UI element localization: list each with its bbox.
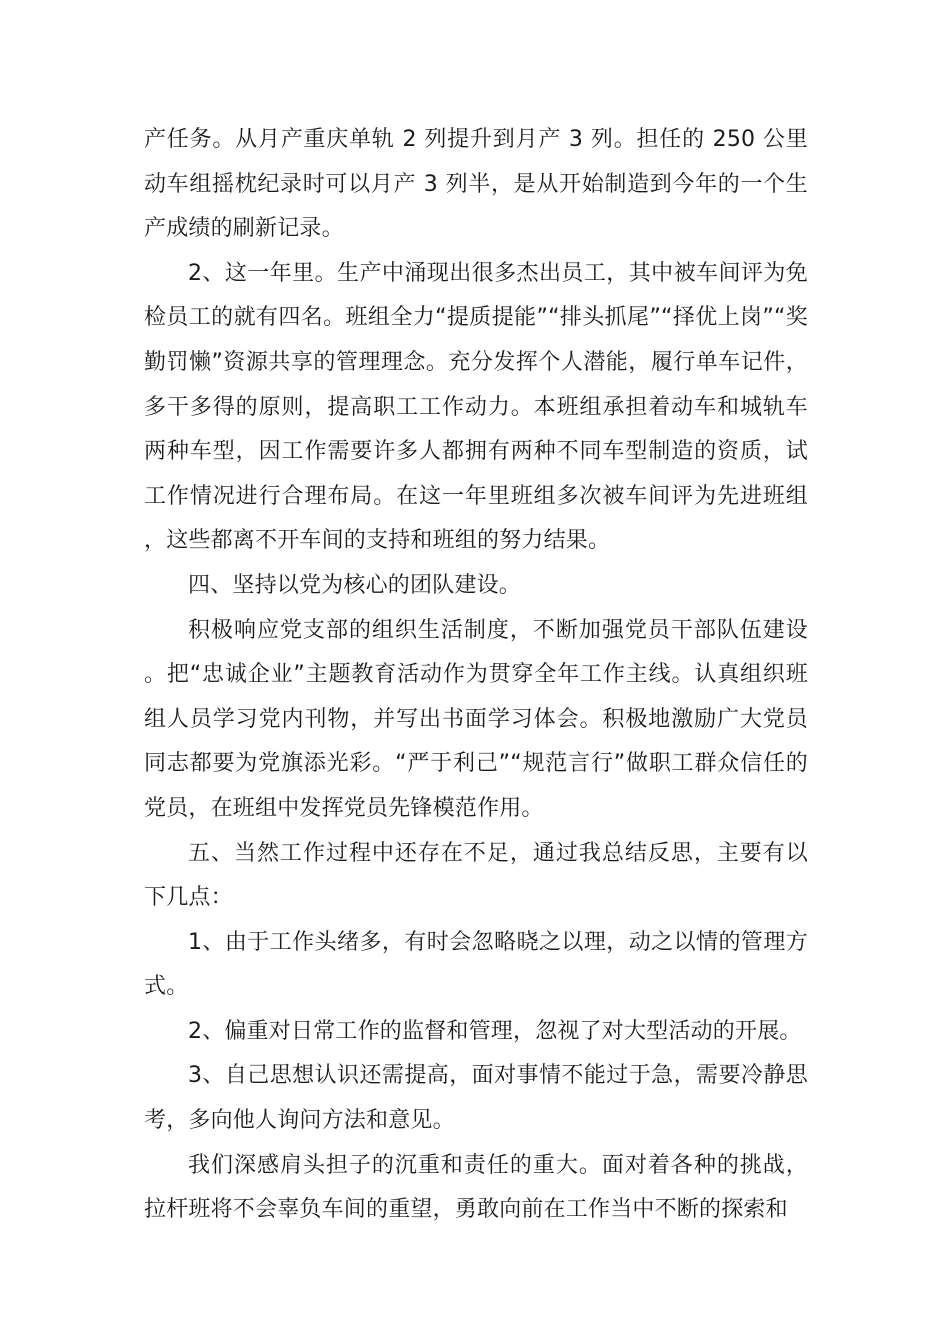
paragraph-outstanding-staff: 2、这一年里。生产中涌现出很多杰出员工，其中被车间评为免检员工的就有四名。班组全力“提质提能”“排头抓尾”“择优上岗”“奖勤罚懒”资源共享的管理理念。充分发挥个人潜能，履行单车记件，多干多得的原则，提高职工工作动力。本班组承担着动车和城轨车两种车型，因工作需要许多人都拥有两种不同车型制造的资质，试工作情况进行合理布局。在这一年里班组多次被车间评为先进班组，这些都离不开车间的支持和班组的努力结果。 xyxy=(144,260,808,554)
list-item-shortcoming-2: 2、偏重对日常工作的监督和管理，忽视了对大型活动的开展。 xyxy=(188,1018,802,1044)
paragraph-conclusion: 我们深感肩头担子的沉重和责任的重大。面对着各种的挑战，拉杆班将不会辜负车间的重望，勇敢向前在工作当中不断的探索和 xyxy=(144,1152,808,1223)
paragraph-production-record: 产任务。从月产重庆单轨 2 列提升到月产 3 列。担任的 250 公里动车组摇枕纪录时可以月产 3 列半，是从开始制造到今年的一个生产成绩的刷新记录。 xyxy=(144,127,808,242)
document-page xyxy=(144,118,808,1233)
section-heading-party-building: 四、坚持以党为核心的团队建设。 xyxy=(188,572,522,598)
paragraph-party-activities: 积极响应党支部的组织生活制度，不断加强党员干部队伍建设。把“忠诚企业”主题教育活动作为贯穿全年工作主线。认真组织班组人员学习党内刊物，并写出书面学习体会。积极地激励广大党员同志都要为党旗添光彩。“严于利己”“规范言行”做职工群众信任的党员，在班组中发挥党员先锋模范作用。 xyxy=(144,617,808,821)
list-item-shortcoming-3: 3、自己思想认识还需提高，面对事情不能过于急，需要冷静思考，多向他人询问方法和意见。 xyxy=(144,1063,808,1134)
list-item-shortcoming-1: 1、由于工作头绪多，有时会忽略晓之以理，动之以情的管理方式。 xyxy=(144,929,808,1000)
section-heading-shortcomings: 五、当然工作过程中还存在不足，通过我总结反思，主要有以下几点： xyxy=(144,840,808,911)
